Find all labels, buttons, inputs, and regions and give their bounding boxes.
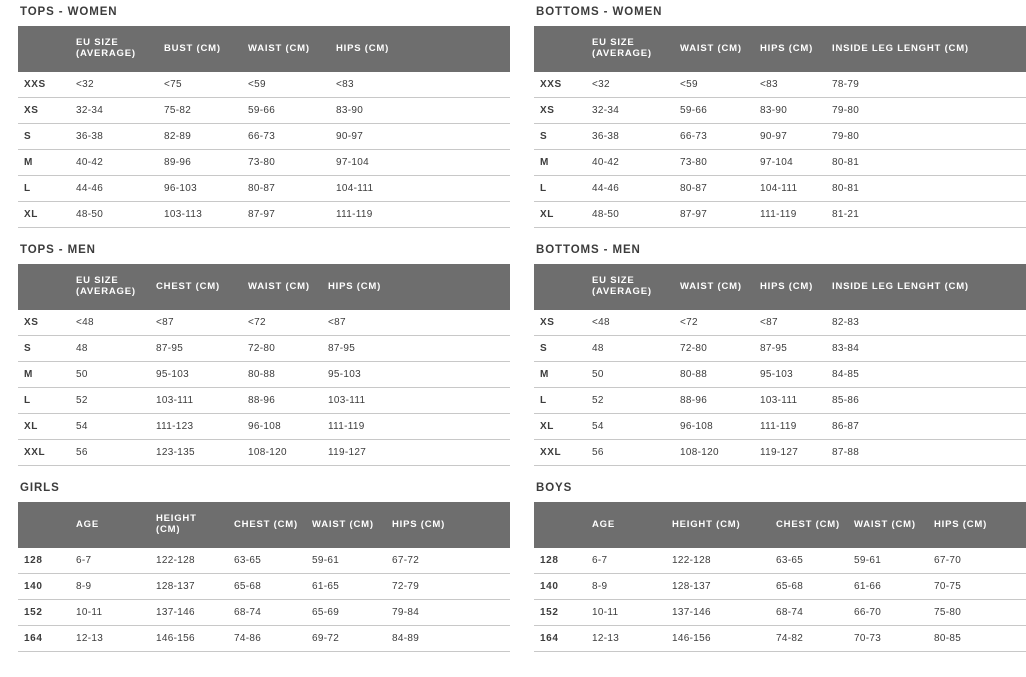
table-row: [18, 626, 510, 652]
cell-value: 87-95: [150, 336, 242, 362]
cell-value: <83: [754, 72, 826, 98]
cell-value: 80-81: [826, 150, 1026, 176]
cell-value: 74-82: [770, 626, 848, 652]
cell-value: 122-128: [150, 548, 228, 574]
cell-value: 88-96: [674, 388, 754, 414]
cell-size: XXS: [18, 72, 70, 98]
cell-value: 96-103: [158, 176, 242, 202]
cell-value: 137-146: [150, 600, 228, 626]
cell-value: 111-119: [322, 414, 510, 440]
cell-value: 119-127: [754, 440, 826, 466]
table-header-row: [18, 502, 510, 548]
table-row: [534, 548, 1026, 574]
cell-value: 36-38: [586, 124, 674, 150]
cell-value: 79-80: [826, 124, 1026, 150]
cell-value: 80-88: [674, 362, 754, 388]
cell-size: XS: [534, 310, 586, 336]
cell-value: 32-34: [586, 98, 674, 124]
cell-value: 88-96: [242, 388, 322, 414]
cell-value: 82-89: [158, 124, 242, 150]
cell-size: XXL: [534, 440, 586, 466]
cell-value: 63-65: [228, 548, 306, 574]
cell-value: <72: [242, 310, 322, 336]
cell-value: 81-21: [826, 202, 1026, 228]
cell-value: 83-84: [826, 336, 1026, 362]
section-bottoms-men: [534, 244, 1026, 466]
cell-value: 87-97: [674, 202, 754, 228]
cell-size: S: [18, 124, 70, 150]
cell-size: XL: [534, 414, 586, 440]
table-boys: [534, 502, 1026, 652]
table-row: [18, 362, 510, 388]
cell-size: XS: [18, 98, 70, 124]
cell-value: 50: [70, 362, 150, 388]
cell-size: L: [18, 176, 70, 202]
cell-value: 146-156: [666, 626, 770, 652]
table-row: [534, 202, 1026, 228]
cell-value: 59-61: [848, 548, 928, 574]
cell-value: 97-104: [330, 150, 510, 176]
cell-value: 111-119: [754, 202, 826, 228]
cell-value: 59-66: [674, 98, 754, 124]
cell-value: 68-74: [770, 600, 848, 626]
cell-value: 59-61: [306, 548, 386, 574]
cell-value: 137-146: [666, 600, 770, 626]
cell-value: 48-50: [70, 202, 158, 228]
section-title-bottoms-men: BOTTOMS - MEN: [536, 244, 641, 256]
column-header-eu-size: EU SIZE (AVERAGE): [70, 264, 150, 310]
cell-value: 84-89: [386, 626, 510, 652]
column-header-size: [18, 26, 70, 72]
cell-size: S: [534, 124, 586, 150]
table-row: [534, 626, 1026, 652]
column-header-eu-size: EU SIZE (AVERAGE): [586, 264, 674, 310]
column-header-chest: CHEST (CM): [150, 264, 242, 310]
cell-value: 52: [586, 388, 674, 414]
table-row: [534, 600, 1026, 626]
cell-value: 85-86: [826, 388, 1026, 414]
table-row: [18, 548, 510, 574]
column-header-waist: WAIST (CM): [674, 26, 754, 72]
cell-size: 128: [534, 548, 586, 574]
cell-value: 78-79: [826, 72, 1026, 98]
cell-value: 72-79: [386, 574, 510, 600]
section-girls: [18, 482, 510, 652]
cell-value: 96-108: [242, 414, 322, 440]
cell-value: 80-81: [826, 176, 1026, 202]
cell-value: 87-97: [242, 202, 330, 228]
cell-value: 63-65: [770, 548, 848, 574]
cell-size: L: [534, 388, 586, 414]
section-title-girls: GIRLS: [20, 482, 60, 494]
cell-value: 6-7: [70, 548, 150, 574]
cell-size: XS: [534, 98, 586, 124]
cell-value: 40-42: [70, 150, 158, 176]
table-row: [534, 440, 1026, 466]
column-header-waist: WAIST (CM): [674, 264, 754, 310]
cell-value: 48: [586, 336, 674, 362]
cell-value: 72-80: [242, 336, 322, 362]
column-header-hips: HIPS (CM): [928, 502, 1026, 548]
cell-value: 128-137: [150, 574, 228, 600]
cell-value: 70-75: [928, 574, 1026, 600]
cell-value: 70-73: [848, 626, 928, 652]
table-row: [534, 176, 1026, 202]
column-header-hips: HIPS (CM): [386, 502, 510, 548]
table-row: [18, 388, 510, 414]
cell-value: 32-34: [70, 98, 158, 124]
cell-value: 122-128: [666, 548, 770, 574]
section-title-bottoms-women: BOTTOMS - WOMEN: [536, 6, 663, 18]
table-header-row: [18, 26, 510, 72]
cell-value: 111-119: [330, 202, 510, 228]
cell-value: <87: [754, 310, 826, 336]
cell-value: 128-137: [666, 574, 770, 600]
cell-value: 95-103: [754, 362, 826, 388]
cell-size: L: [18, 388, 70, 414]
cell-size: M: [18, 362, 70, 388]
cell-value: 123-135: [150, 440, 242, 466]
cell-value: 56: [586, 440, 674, 466]
size-tables-grid: [18, 6, 1008, 668]
cell-value: 65-68: [228, 574, 306, 600]
table-row: [534, 388, 1026, 414]
column-header-eu-size: EU SIZE (AVERAGE): [70, 26, 158, 72]
cell-value: 6-7: [586, 548, 666, 574]
cell-value: 66-70: [848, 600, 928, 626]
cell-value: 40-42: [586, 150, 674, 176]
column-header-hips: HIPS (CM): [754, 264, 826, 310]
section-tops-men: [18, 244, 510, 466]
table-row: [18, 124, 510, 150]
cell-value: 65-69: [306, 600, 386, 626]
cell-size: XS: [18, 310, 70, 336]
column-header-eu-size: EU SIZE (AVERAGE): [586, 26, 674, 72]
cell-size: 164: [534, 626, 586, 652]
table-row: [534, 124, 1026, 150]
cell-value: 54: [586, 414, 674, 440]
cell-value: 44-46: [586, 176, 674, 202]
cell-value: 61-66: [848, 574, 928, 600]
table-tops-women: [18, 26, 510, 228]
cell-value: 95-103: [322, 362, 510, 388]
cell-value: 103-111: [322, 388, 510, 414]
cell-value: 66-73: [674, 124, 754, 150]
cell-value: 10-11: [586, 600, 666, 626]
cell-value: <32: [586, 72, 674, 98]
column-header-height: HEIGHT (CM): [666, 502, 770, 548]
cell-value: 89-96: [158, 150, 242, 176]
column-header-hips: HIPS (CM): [754, 26, 826, 72]
cell-value: <72: [674, 310, 754, 336]
table-row: [534, 98, 1026, 124]
table-row: [534, 150, 1026, 176]
cell-value: <59: [242, 72, 330, 98]
cell-value: 12-13: [586, 626, 666, 652]
cell-size: XL: [18, 202, 70, 228]
cell-size: XXS: [534, 72, 586, 98]
cell-size: 152: [18, 600, 70, 626]
column-header-inside-leg: INSIDE LEG LENGHT (CM): [826, 26, 1026, 72]
cell-value: 65-68: [770, 574, 848, 600]
column-header-chest: CHEST (CM): [228, 502, 306, 548]
column-header-hips: HIPS (CM): [322, 264, 510, 310]
cell-value: 52: [70, 388, 150, 414]
cell-value: 83-90: [330, 98, 510, 124]
column-header-bust: BUST (CM): [158, 26, 242, 72]
cell-size: 164: [18, 626, 70, 652]
cell-size: S: [534, 336, 586, 362]
cell-value: 61-65: [306, 574, 386, 600]
column-header-inside-leg: INSIDE LEG LENGHT (CM): [826, 264, 1026, 310]
cell-value: 103-113: [158, 202, 242, 228]
cell-size: XL: [534, 202, 586, 228]
cell-value: 111-123: [150, 414, 242, 440]
cell-value: 80-87: [242, 176, 330, 202]
column-header-size: [534, 26, 586, 72]
cell-value: 66-73: [242, 124, 330, 150]
table-row: [18, 574, 510, 600]
cell-size: S: [18, 336, 70, 362]
column-header-size: [18, 502, 70, 548]
column-header-waist: WAIST (CM): [242, 264, 322, 310]
column-header-age: AGE: [586, 502, 666, 548]
cell-size: L: [534, 176, 586, 202]
cell-value: 104-111: [330, 176, 510, 202]
table-row: [18, 336, 510, 362]
cell-value: 72-80: [674, 336, 754, 362]
column-header-waist: WAIST (CM): [306, 502, 386, 548]
cell-value: 97-104: [754, 150, 826, 176]
table-row: [18, 72, 510, 98]
cell-value: 44-46: [70, 176, 158, 202]
table-row: [18, 600, 510, 626]
table-girls: [18, 502, 510, 652]
cell-value: 10-11: [70, 600, 150, 626]
cell-value: 111-119: [754, 414, 826, 440]
cell-value: 79-80: [826, 98, 1026, 124]
table-header-row: [534, 502, 1026, 548]
table-row: [18, 176, 510, 202]
cell-size: 152: [534, 600, 586, 626]
cell-value: 79-84: [386, 600, 510, 626]
cell-value: 83-90: [754, 98, 826, 124]
column-header-waist: WAIST (CM): [848, 502, 928, 548]
cell-value: 146-156: [150, 626, 228, 652]
cell-value: 80-85: [928, 626, 1026, 652]
cell-value: 96-108: [674, 414, 754, 440]
cell-size: XXL: [18, 440, 70, 466]
cell-value: 90-97: [754, 124, 826, 150]
cell-size: 140: [18, 574, 70, 600]
table-row: [18, 202, 510, 228]
cell-value: 87-95: [754, 336, 826, 362]
cell-value: 80-87: [674, 176, 754, 202]
cell-value: 68-74: [228, 600, 306, 626]
cell-value: <83: [330, 72, 510, 98]
cell-value: 8-9: [586, 574, 666, 600]
cell-value: 75-82: [158, 98, 242, 124]
column-header-chest: CHEST (CM): [770, 502, 848, 548]
cell-size: 140: [534, 574, 586, 600]
cell-value: 108-120: [674, 440, 754, 466]
column-header-age: AGE: [70, 502, 150, 548]
cell-value: 108-120: [242, 440, 322, 466]
cell-size: M: [534, 362, 586, 388]
cell-value: 73-80: [242, 150, 330, 176]
table-row: [18, 414, 510, 440]
table-row: [18, 98, 510, 124]
cell-value: 84-85: [826, 362, 1026, 388]
cell-value: 103-111: [754, 388, 826, 414]
cell-value: 67-70: [928, 548, 1026, 574]
cell-value: 74-86: [228, 626, 306, 652]
table-tops-men: [18, 264, 510, 466]
column-header-size: [18, 264, 70, 310]
cell-size: XL: [18, 414, 70, 440]
cell-size: M: [534, 150, 586, 176]
cell-value: 54: [70, 414, 150, 440]
section-bottoms-women: [534, 6, 1026, 228]
cell-size: 128: [18, 548, 70, 574]
table-row: [18, 310, 510, 336]
table-header-row: [18, 264, 510, 310]
cell-value: 69-72: [306, 626, 386, 652]
cell-value: <87: [322, 310, 510, 336]
cell-value: 56: [70, 440, 150, 466]
table-row: [18, 440, 510, 466]
section-title-tops-men: TOPS - MEN: [20, 244, 96, 256]
cell-value: 95-103: [150, 362, 242, 388]
cell-value: 75-80: [928, 600, 1026, 626]
cell-value: 48-50: [586, 202, 674, 228]
table-row: [534, 414, 1026, 440]
cell-value: 80-88: [242, 362, 322, 388]
section-title-tops-women: TOPS - WOMEN: [20, 6, 118, 18]
cell-value: <48: [586, 310, 674, 336]
section-boys: [534, 482, 1026, 652]
section-title-boys: BOYS: [536, 482, 573, 494]
cell-value: 50: [586, 362, 674, 388]
column-header-hips: HIPS (CM): [330, 26, 510, 72]
cell-value: <75: [158, 72, 242, 98]
cell-value: 103-111: [150, 388, 242, 414]
table-row: [534, 336, 1026, 362]
cell-value: 67-72: [386, 548, 510, 574]
cell-value: 73-80: [674, 150, 754, 176]
cell-value: 87-95: [322, 336, 510, 362]
table-row: [534, 574, 1026, 600]
cell-value: 36-38: [70, 124, 158, 150]
table-row: [534, 72, 1026, 98]
cell-value: 8-9: [70, 574, 150, 600]
cell-value: <32: [70, 72, 158, 98]
column-header-size: [534, 264, 586, 310]
table-row: [534, 362, 1026, 388]
cell-value: 90-97: [330, 124, 510, 150]
table-header-row: [534, 264, 1026, 310]
cell-value: 87-88: [826, 440, 1026, 466]
table-row: [534, 310, 1026, 336]
cell-value: 12-13: [70, 626, 150, 652]
cell-value: 48: [70, 336, 150, 362]
section-tops-women: [18, 6, 510, 228]
cell-value: 119-127: [322, 440, 510, 466]
column-header-waist: WAIST (CM): [242, 26, 330, 72]
table-row: [18, 150, 510, 176]
cell-value: <48: [70, 310, 150, 336]
cell-value: 59-66: [242, 98, 330, 124]
cell-size: M: [18, 150, 70, 176]
cell-value: <87: [150, 310, 242, 336]
cell-value: 104-111: [754, 176, 826, 202]
table-bottoms-men: [534, 264, 1026, 466]
cell-value: 82-83: [826, 310, 1026, 336]
cell-value: <59: [674, 72, 754, 98]
table-header-row: [534, 26, 1026, 72]
column-header-height: HEIGHT (CM): [150, 502, 228, 548]
column-header-size: [534, 502, 586, 548]
table-bottoms-women: [534, 26, 1026, 228]
cell-value: 86-87: [826, 414, 1026, 440]
